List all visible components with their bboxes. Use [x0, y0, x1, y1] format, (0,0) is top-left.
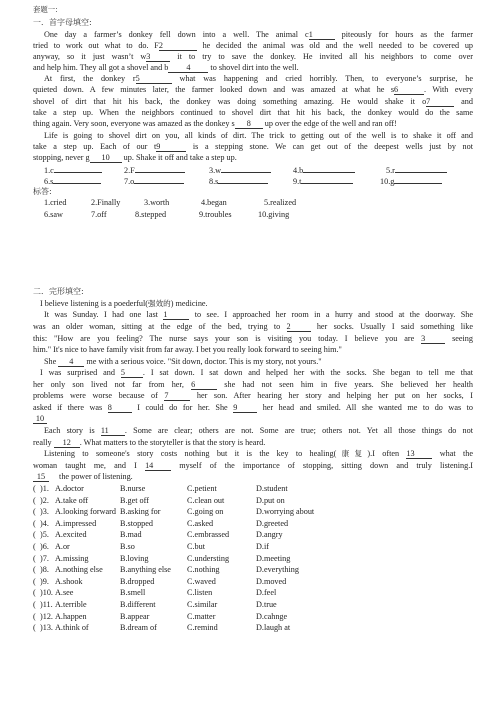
- option-choice[interactable]: C.but: [187, 542, 205, 551]
- blank-15: 15: [33, 472, 49, 482]
- key-item: 10.giving: [258, 210, 290, 219]
- question-number: )9.: [40, 576, 49, 586]
- option-choice[interactable]: D.laugh at: [256, 623, 291, 633]
- answer-paren[interactable]: (: [33, 484, 36, 493]
- answer-paren[interactable]: (: [33, 495, 36, 505]
- key-item: 8.stepped: [135, 210, 167, 219]
- s2-line-1: It was Sunday. I had one last 1 to see. I approached her room in a hurry and stood at the doorway. She: [44, 310, 473, 319]
- option-choice[interactable]: B.smell: [120, 588, 146, 598]
- blank-14: 14: [145, 461, 171, 471]
- answer-paren[interactable]: (: [33, 588, 36, 598]
- blank-11: 11: [101, 426, 125, 436]
- s1-line-2: tried to work out what to do. F2 he decided the animal was old and the well needed to be covered up: [33, 41, 473, 50]
- option-choice[interactable]: B.stopped: [120, 518, 153, 528]
- s1-line-6: quieted down. A few minutes later, the farmer looked down and was amazed at what he s6 . With every: [33, 85, 473, 94]
- blank-7: 7: [426, 97, 454, 107]
- option-choice[interactable]: C.asked: [187, 518, 214, 528]
- option-choice[interactable]: A.nothing else: [55, 565, 103, 575]
- answer-slot[interactable]: 5.r: [386, 164, 447, 176]
- question-number: )1.: [40, 484, 49, 493]
- key-item: 4.began: [201, 198, 227, 207]
- key-item: 9.troubles: [199, 210, 232, 219]
- blank-4: 4: [58, 357, 84, 367]
- key-item: 3.worth: [144, 198, 170, 207]
- s2-line-9: asked if there was 8 I could do for her. She 9 her head and smiled. All she wanted me to do was to: [33, 403, 473, 412]
- s2-line-5: She 4 me with a serious voice. "Sit down, doctor. This is my story, not yours.": [44, 357, 322, 366]
- option-choice[interactable]: D.everything: [256, 565, 299, 575]
- answer-paren[interactable]: (: [33, 518, 36, 528]
- option-choice[interactable]: B.dream of: [120, 623, 157, 633]
- blank-10: 10: [90, 153, 122, 163]
- s2-line-10: [33, 413, 473, 424]
- option-choice[interactable]: A.see: [55, 588, 74, 598]
- s1-line-3: anyway, so it just wasn’t w3 it to try to save the donkey. He invited all his neighbors to come over: [33, 52, 473, 61]
- option-choice[interactable]: A.happen: [55, 611, 87, 621]
- option-choice[interactable]: D.greeted: [256, 518, 289, 528]
- option-choice[interactable]: D.angry: [256, 530, 283, 540]
- option-choice[interactable]: C.petient: [187, 484, 217, 493]
- option-choice[interactable]: D.put on: [256, 495, 285, 505]
- question-number: )5.: [40, 530, 49, 540]
- option-choice[interactable]: D.moved: [256, 576, 287, 586]
- set-header: 套题一:: [33, 5, 58, 14]
- s2-line-11: Each story is 11 . Some are clear; others are not. Some are true; others not. Yet all those things do not: [44, 426, 473, 435]
- s2-line-4: him." It's nice to have family visit from far away. I bet you really look forward to seeing him.": [33, 345, 342, 354]
- section1-title: 一．首字母填空:: [33, 18, 92, 27]
- blank-6: 6: [191, 380, 217, 390]
- option-choice[interactable]: D.true: [256, 600, 277, 609]
- option-choice[interactable]: B.anything else: [120, 565, 171, 575]
- blank-3: 3: [421, 334, 445, 344]
- s2-line-15: 15 the power of listening.: [33, 471, 473, 482]
- option-choice[interactable]: B.get off: [120, 495, 149, 505]
- option-choice[interactable]: A.excited: [55, 530, 87, 540]
- s2-line-13: Listening to someone's story costs nothing but it is the key to healing(康复).I often 13 what the: [44, 449, 473, 458]
- s2-line-7: her only son lived not far from her, 6 she had not seen him in five years. She believed her health: [33, 380, 473, 389]
- option-choice[interactable]: B.so: [120, 542, 135, 551]
- option-choice[interactable]: B.dropped: [120, 576, 155, 586]
- option-choice[interactable]: A.shook: [55, 576, 83, 586]
- s2-intro: I believe listening is a poederful(强效的) medicine.: [40, 299, 208, 308]
- option-choice[interactable]: D.worrying about: [256, 507, 315, 517]
- answer-slot[interactable]: 10.g: [380, 175, 442, 187]
- s1-line-11: take a step up. Each of our t9 is a stepping stone. We can get out of the deepest wells just by not: [33, 142, 473, 151]
- option-choice[interactable]: C.going on: [187, 507, 224, 517]
- blank-13: 13: [406, 449, 432, 459]
- blank-1: 1: [309, 30, 335, 40]
- option-choice[interactable]: B.mad: [120, 530, 142, 540]
- blank-3: 3: [146, 52, 170, 62]
- option-choice[interactable]: B.nurse: [120, 484, 146, 493]
- s1-line-4: and help him. They all got a shovel and b 4 to shovel dirt into the well.: [33, 63, 299, 72]
- blank-8: 8: [108, 403, 132, 413]
- key-item: 7.off: [91, 210, 107, 219]
- option-choice[interactable]: C.listen: [187, 588, 213, 598]
- answer-slot[interactable]: 7.o: [124, 175, 184, 187]
- key-item: 1.cried: [44, 198, 67, 207]
- question-number: )13.: [40, 623, 53, 633]
- answer-paren[interactable]: (: [33, 530, 36, 540]
- key-item: 5.realized: [264, 198, 297, 207]
- s2-line-3: this: "How are you feeling? The nurse says your son is visiting you today. I believe you are 3 seeing: [33, 334, 473, 343]
- blank-5: 5: [136, 74, 172, 84]
- option-choice[interactable]: A.impressed: [55, 518, 97, 528]
- answer-paren[interactable]: (: [33, 553, 36, 563]
- answer-key-label: 标答:: [33, 187, 52, 196]
- answer-paren[interactable]: (: [33, 576, 36, 586]
- option-choice[interactable]: C.understing: [187, 553, 230, 563]
- question-number: )6.: [40, 542, 49, 551]
- s1-line-1: One day a farmer’s donkey fell down into a well. The animal c1 piteously for hours as the farmer: [44, 30, 473, 39]
- option-choice[interactable]: C.waved: [187, 576, 216, 586]
- option-choice[interactable]: D.if: [256, 542, 269, 551]
- option-choice[interactable]: A.doctor: [55, 484, 84, 493]
- answer-slot[interactable]: 2.F: [124, 164, 185, 176]
- s2-line-12: really 12 . What matters to the storyteller is that the story is heard.: [33, 438, 266, 447]
- option-choice[interactable]: D.meeting: [256, 553, 291, 563]
- question-number: )2.: [40, 495, 49, 505]
- option-choice[interactable]: A.take off: [55, 495, 89, 505]
- question-number: )3.: [40, 507, 49, 517]
- question-number: )7.: [40, 553, 49, 563]
- option-choice[interactable]: D.student: [256, 484, 288, 493]
- key-item: 2.Finally: [91, 198, 121, 207]
- option-choice[interactable]: A.or: [55, 542, 70, 551]
- answer-paren[interactable]: (: [33, 542, 36, 551]
- option-choice[interactable]: B.appear: [120, 611, 150, 621]
- option-choice[interactable]: A.looking forward: [55, 507, 116, 517]
- blank-9: 9: [233, 403, 257, 413]
- s2-line-8: problems were worse because of 7 her son. After hearing her story and helping her put on her socks, I: [33, 391, 473, 400]
- blank-8: 8: [235, 119, 263, 129]
- option-choice[interactable]: A.terrible: [55, 600, 87, 609]
- option-choice[interactable]: C.clean out: [187, 495, 225, 505]
- s1-line-9: thing again. Very soon, everyone was amazed as the donkey s 8 up over the edge of the well and ran off!: [33, 119, 397, 128]
- option-choice[interactable]: C.matter: [187, 611, 216, 621]
- blank-2: 2: [287, 322, 311, 332]
- s2-line-2: was an older woman, sitting at the edge of the bed, trying to 2 her socks. Usually I said something like: [33, 322, 473, 331]
- answer-slot[interactable]: 1.c: [44, 164, 102, 176]
- question-number: )11.: [40, 600, 53, 609]
- option-choice[interactable]: C.nothing: [187, 565, 220, 575]
- answer-slot[interactable]: 6.s: [44, 175, 101, 187]
- answer-paren[interactable]: (: [33, 600, 36, 609]
- question-number: )8.: [40, 565, 49, 575]
- answer-slot[interactable]: 9.t: [293, 175, 353, 187]
- blank-7: 7: [164, 391, 190, 401]
- question-number: )12.: [40, 611, 53, 621]
- s2-line-6: I was surprised and 5 . I sat down. I sat down and helped her with the socks. She began to tell me that: [40, 368, 473, 377]
- blank-4: 4: [168, 63, 208, 73]
- blank-9: 9: [156, 142, 186, 152]
- answer-slot[interactable]: 3.w: [209, 164, 271, 176]
- answer-slot[interactable]: 8.s: [209, 175, 268, 187]
- question-number: )10.: [40, 588, 53, 598]
- option-choice[interactable]: A.missing: [55, 553, 89, 563]
- s1-line-10: Life is going to shovel dirt on you, all kinds of dirt. The trick to getting out of the well is to shake it off and: [44, 131, 473, 140]
- option-choice[interactable]: D.feel: [256, 588, 277, 598]
- section2-title: 二．完形填空:: [33, 287, 84, 296]
- option-choice[interactable]: C.embrassed: [187, 530, 230, 540]
- option-choice[interactable]: D.cahnge: [256, 611, 288, 621]
- option-choice[interactable]: C.similar: [187, 600, 218, 609]
- answer-paren[interactable]: (: [33, 611, 36, 621]
- question-number: )4.: [40, 518, 49, 528]
- blank-6: 6: [394, 85, 424, 95]
- option-choice[interactable]: B.loving: [120, 553, 149, 563]
- s1-line-7: shovel of dirt that hit his back, the donkey was doing something amazing. He would shake it o7 and: [33, 97, 473, 106]
- key-item: 6.saw: [44, 210, 63, 219]
- option-choice[interactable]: B.different: [120, 600, 156, 609]
- blank-1: 1: [163, 310, 189, 320]
- blank-2: 2: [159, 41, 197, 51]
- s1-line-8: take a step up. When the neighbors continued to shovel dirt that hit his back, the donkey would do the same: [33, 108, 473, 117]
- s2-line-14: woman taught me, and I 14 myself of the importance of stopping, sitting down and truly listening.I: [33, 461, 473, 470]
- s1-line-12: stopping, never g 10 up. Shake it off and take a step up.: [33, 153, 237, 162]
- option-choice[interactable]: B.asking for: [120, 507, 161, 517]
- blank-12: 12: [54, 438, 80, 448]
- answer-slot[interactable]: 4.b: [293, 164, 355, 176]
- s1-line-5: At first, the donkey r5 what was happening and cried horribly. Then, to everyone’s surprise, he: [44, 74, 473, 83]
- blank-5: 5: [121, 368, 143, 378]
- blank-10: 10: [33, 414, 47, 424]
- option-choice[interactable]: A.think of: [55, 623, 89, 633]
- answer-paren[interactable]: (: [33, 565, 36, 575]
- option-choice[interactable]: C.remind: [187, 623, 218, 633]
- answer-paren[interactable]: (: [33, 623, 36, 633]
- answer-paren[interactable]: (: [33, 507, 36, 517]
